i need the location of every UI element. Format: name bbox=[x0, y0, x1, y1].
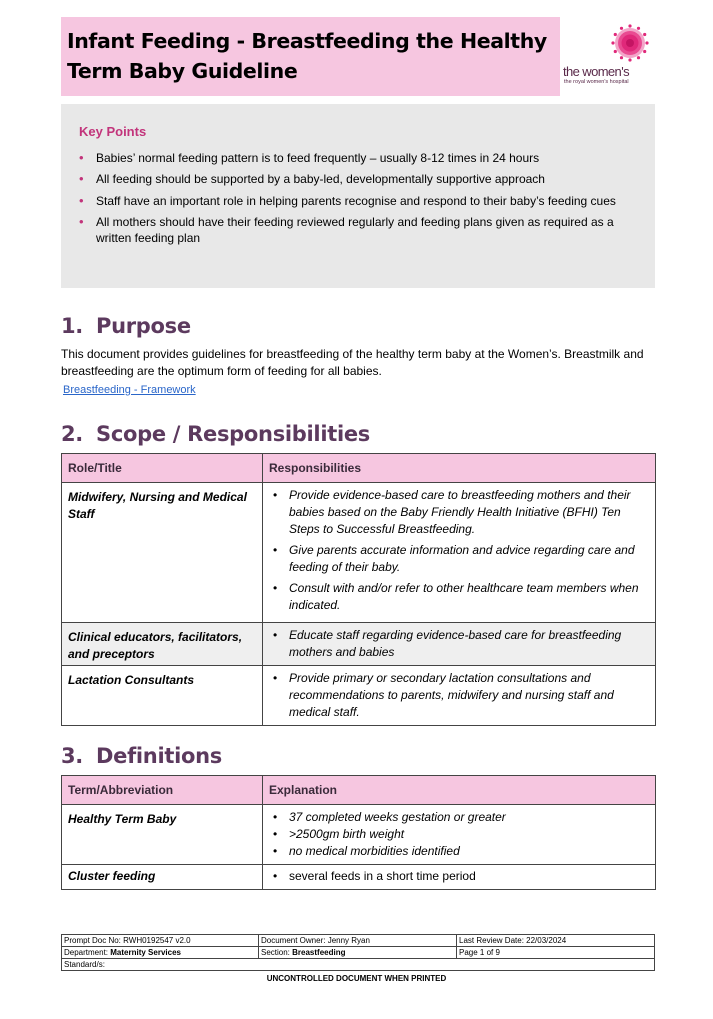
key-point: • Babies’ normal feeding pattern is to feed frequently – usually 8-12 times in 24 hours bbox=[78, 150, 638, 166]
list-item: • no medical morbidities identified bbox=[273, 843, 647, 860]
department-value: Maternity Services bbox=[110, 948, 181, 957]
list-item: • 37 completed weeks gestation or greater bbox=[273, 809, 647, 826]
purpose-heading bbox=[61, 314, 191, 338]
table-row bbox=[62, 805, 656, 865]
column-header: Role/Title bbox=[62, 454, 263, 483]
table-row bbox=[62, 483, 656, 623]
section-cell bbox=[259, 947, 457, 959]
table-row bbox=[62, 666, 656, 726]
purpose-paragraph: This document provides guidelines for breastfeeding of the healthy term baby at the Women’s. Breastmilk and breastfeeding are the optimum form of feeding for all babies. bbox=[61, 347, 644, 378]
list-item: • >2500gm birth weight bbox=[273, 826, 647, 843]
section-title: Purpose bbox=[96, 314, 191, 338]
explanation-cell bbox=[263, 805, 656, 865]
table-header-row bbox=[62, 454, 656, 483]
section-title: Scope / Responsibilities bbox=[96, 422, 370, 446]
standards-cell: Standard/s: bbox=[62, 959, 655, 971]
section-label: Section: bbox=[261, 948, 290, 957]
responsibilities-table bbox=[61, 453, 656, 726]
doc-owner: Document Owner: Jenny Ryan bbox=[259, 935, 457, 947]
list-item: • Provide primary or secondary lactation consultations and recommendations to parents, midwifery and nursing staff and medical staff. bbox=[273, 670, 647, 721]
term-cell: Healthy Term Baby bbox=[62, 805, 263, 865]
table-header-row bbox=[62, 776, 656, 805]
breastfeeding-framework-link[interactable]: Breastfeeding - Framework bbox=[63, 384, 196, 396]
section-number: 3. bbox=[61, 744, 83, 768]
key-points-list bbox=[78, 150, 638, 251]
list-item: • several feeds in a short time period bbox=[273, 868, 647, 885]
flower-logo-icon bbox=[563, 22, 653, 64]
department-label: Department: bbox=[64, 948, 109, 957]
key-points-title: Key Points bbox=[79, 124, 147, 139]
column-header: Explanation bbox=[263, 776, 656, 805]
section-number: 1. bbox=[61, 314, 83, 338]
list-item: • Consult with and/or refer to other healthcare team members when indicated. bbox=[273, 580, 647, 614]
title-line-2: Term Baby Guideline bbox=[67, 59, 298, 83]
section-value: Breastfeeding bbox=[292, 948, 346, 957]
role-cell: Lactation Consultants bbox=[62, 666, 263, 726]
definitions-table bbox=[61, 775, 656, 890]
section-title: Definitions bbox=[96, 744, 222, 768]
department-cell bbox=[62, 947, 259, 959]
definitions-heading bbox=[61, 744, 222, 768]
key-point: • Staff have an important role in helping parents recognise and respond to their baby’s feeding cues bbox=[78, 193, 638, 209]
role-cell: Clinical educators, facilitators, and preceptors bbox=[62, 623, 263, 666]
list-item: • Provide evidence-based care to breastfeeding mothers and their babies based on the Baby Friendly Health Initiative (BFHI) Ten Steps to Successful Breastfeeding. bbox=[273, 487, 647, 538]
term-cell: Cluster feeding bbox=[62, 865, 263, 890]
key-point: • All feeding should be supported by a baby-led, developmentally supportive approach bbox=[78, 171, 638, 187]
column-header: Term/Abbreviation bbox=[62, 776, 263, 805]
scope-heading bbox=[61, 422, 370, 446]
logo-subtitle: the royal women's hospital bbox=[564, 79, 629, 85]
key-point: • All mothers should have their feeding reviewed regularly and feeding plans given as required as a written feeding plan bbox=[78, 214, 638, 247]
table-row bbox=[62, 865, 656, 890]
responsibility-cell bbox=[263, 483, 656, 623]
document-title bbox=[67, 26, 547, 86]
table-row bbox=[62, 623, 656, 666]
role-cell: Midwifery, Nursing and Medical Staff bbox=[62, 483, 263, 623]
list-item: • Give parents accurate information and advice regarding care and feeding of their baby. bbox=[273, 542, 647, 576]
title-line-1: Infant Feeding - Breastfeeding the Healthy bbox=[67, 29, 547, 53]
responsibility-cell bbox=[263, 623, 656, 666]
responsibility-cell bbox=[263, 666, 656, 726]
list-item: • Educate staff regarding evidence-based care for breastfeeding mothers and babies bbox=[273, 627, 647, 661]
title-banner bbox=[61, 17, 560, 96]
page-number: Page 1 of 9 bbox=[457, 947, 655, 959]
column-header: Responsibilities bbox=[263, 454, 656, 483]
section-number: 2. bbox=[61, 422, 83, 446]
womens-hospital-logo bbox=[563, 22, 653, 94]
document-footer bbox=[61, 934, 655, 971]
explanation-cell bbox=[263, 865, 656, 890]
key-points-box bbox=[61, 104, 655, 288]
doc-number: Prompt Doc No: RWH0192547 v2.0 bbox=[62, 935, 259, 947]
logo-wordmark: the women's bbox=[563, 64, 629, 79]
uncontrolled-notice: UNCONTROLLED DOCUMENT WHEN PRINTED bbox=[266, 974, 447, 983]
review-date: Last Review Date: 22/03/2024 bbox=[457, 935, 655, 947]
